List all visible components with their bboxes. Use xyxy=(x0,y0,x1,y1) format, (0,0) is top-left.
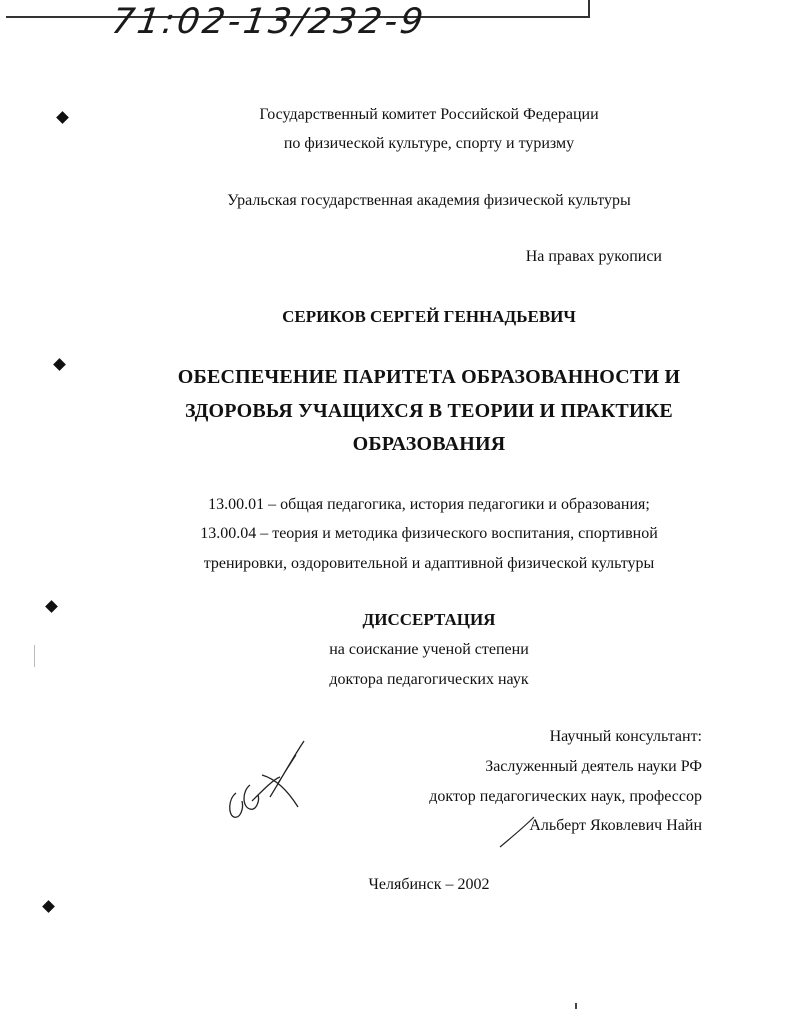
archive-number: 71:02-13/232-9 xyxy=(109,2,429,42)
committee-line-1: Государственный комитет Российской Федерации xyxy=(259,106,599,123)
specialty-line-3: тренировки, оздоровительной и адаптивной физической культуры xyxy=(203,555,655,572)
city-year: Челябинск – 2002 xyxy=(368,876,490,893)
manuscript-rights: На правах рукописи xyxy=(525,248,662,265)
degree-line-1: на соискание ученой степени xyxy=(329,641,529,658)
title-line-1: ОБЕСПЕЧЕНИЕ ПАРИТЕТА ОБРАЗОВАННОСТИ И xyxy=(177,366,681,388)
author-name: СЕРИКОВ СЕРГЕЙ ГЕННАДЬЕВИЧ xyxy=(282,307,576,326)
academy-name: Уральская государственная академия физической культуры xyxy=(227,192,631,209)
consultant-label: Научный консультант: xyxy=(549,728,702,745)
consultant-title: Заслуженный деятель науки РФ xyxy=(485,758,702,775)
committee-line-2: по физической культуре, спорту и туризму xyxy=(283,135,575,152)
margin-mark-icon xyxy=(42,900,55,913)
title-line-3: ОБРАЗОВАНИЯ xyxy=(352,433,506,455)
degree-line-2: доктора педагогических наук xyxy=(329,671,529,688)
dissertation-label: ДИССЕРТАЦИЯ xyxy=(362,610,496,629)
consultant-name: Альберт Яковлевич Найн xyxy=(529,817,702,834)
handwritten-mark xyxy=(498,815,538,851)
handwritten-signature xyxy=(222,735,318,825)
scan-speck xyxy=(575,1003,577,1009)
specialty-line-2: 13.00.04 – теория и методика физического воспитания, спортивной xyxy=(200,525,658,542)
title-line-2: ЗДОРОВЬЯ УЧАЩИХСЯ В ТЕОРИИ И ПРАКТИКЕ xyxy=(185,400,673,422)
specialty-line-1: 13.00.01 – общая педагогика, история педагогики и образования; xyxy=(208,496,650,513)
consultant-degree: доктор педагогических наук, профессор xyxy=(429,788,702,805)
